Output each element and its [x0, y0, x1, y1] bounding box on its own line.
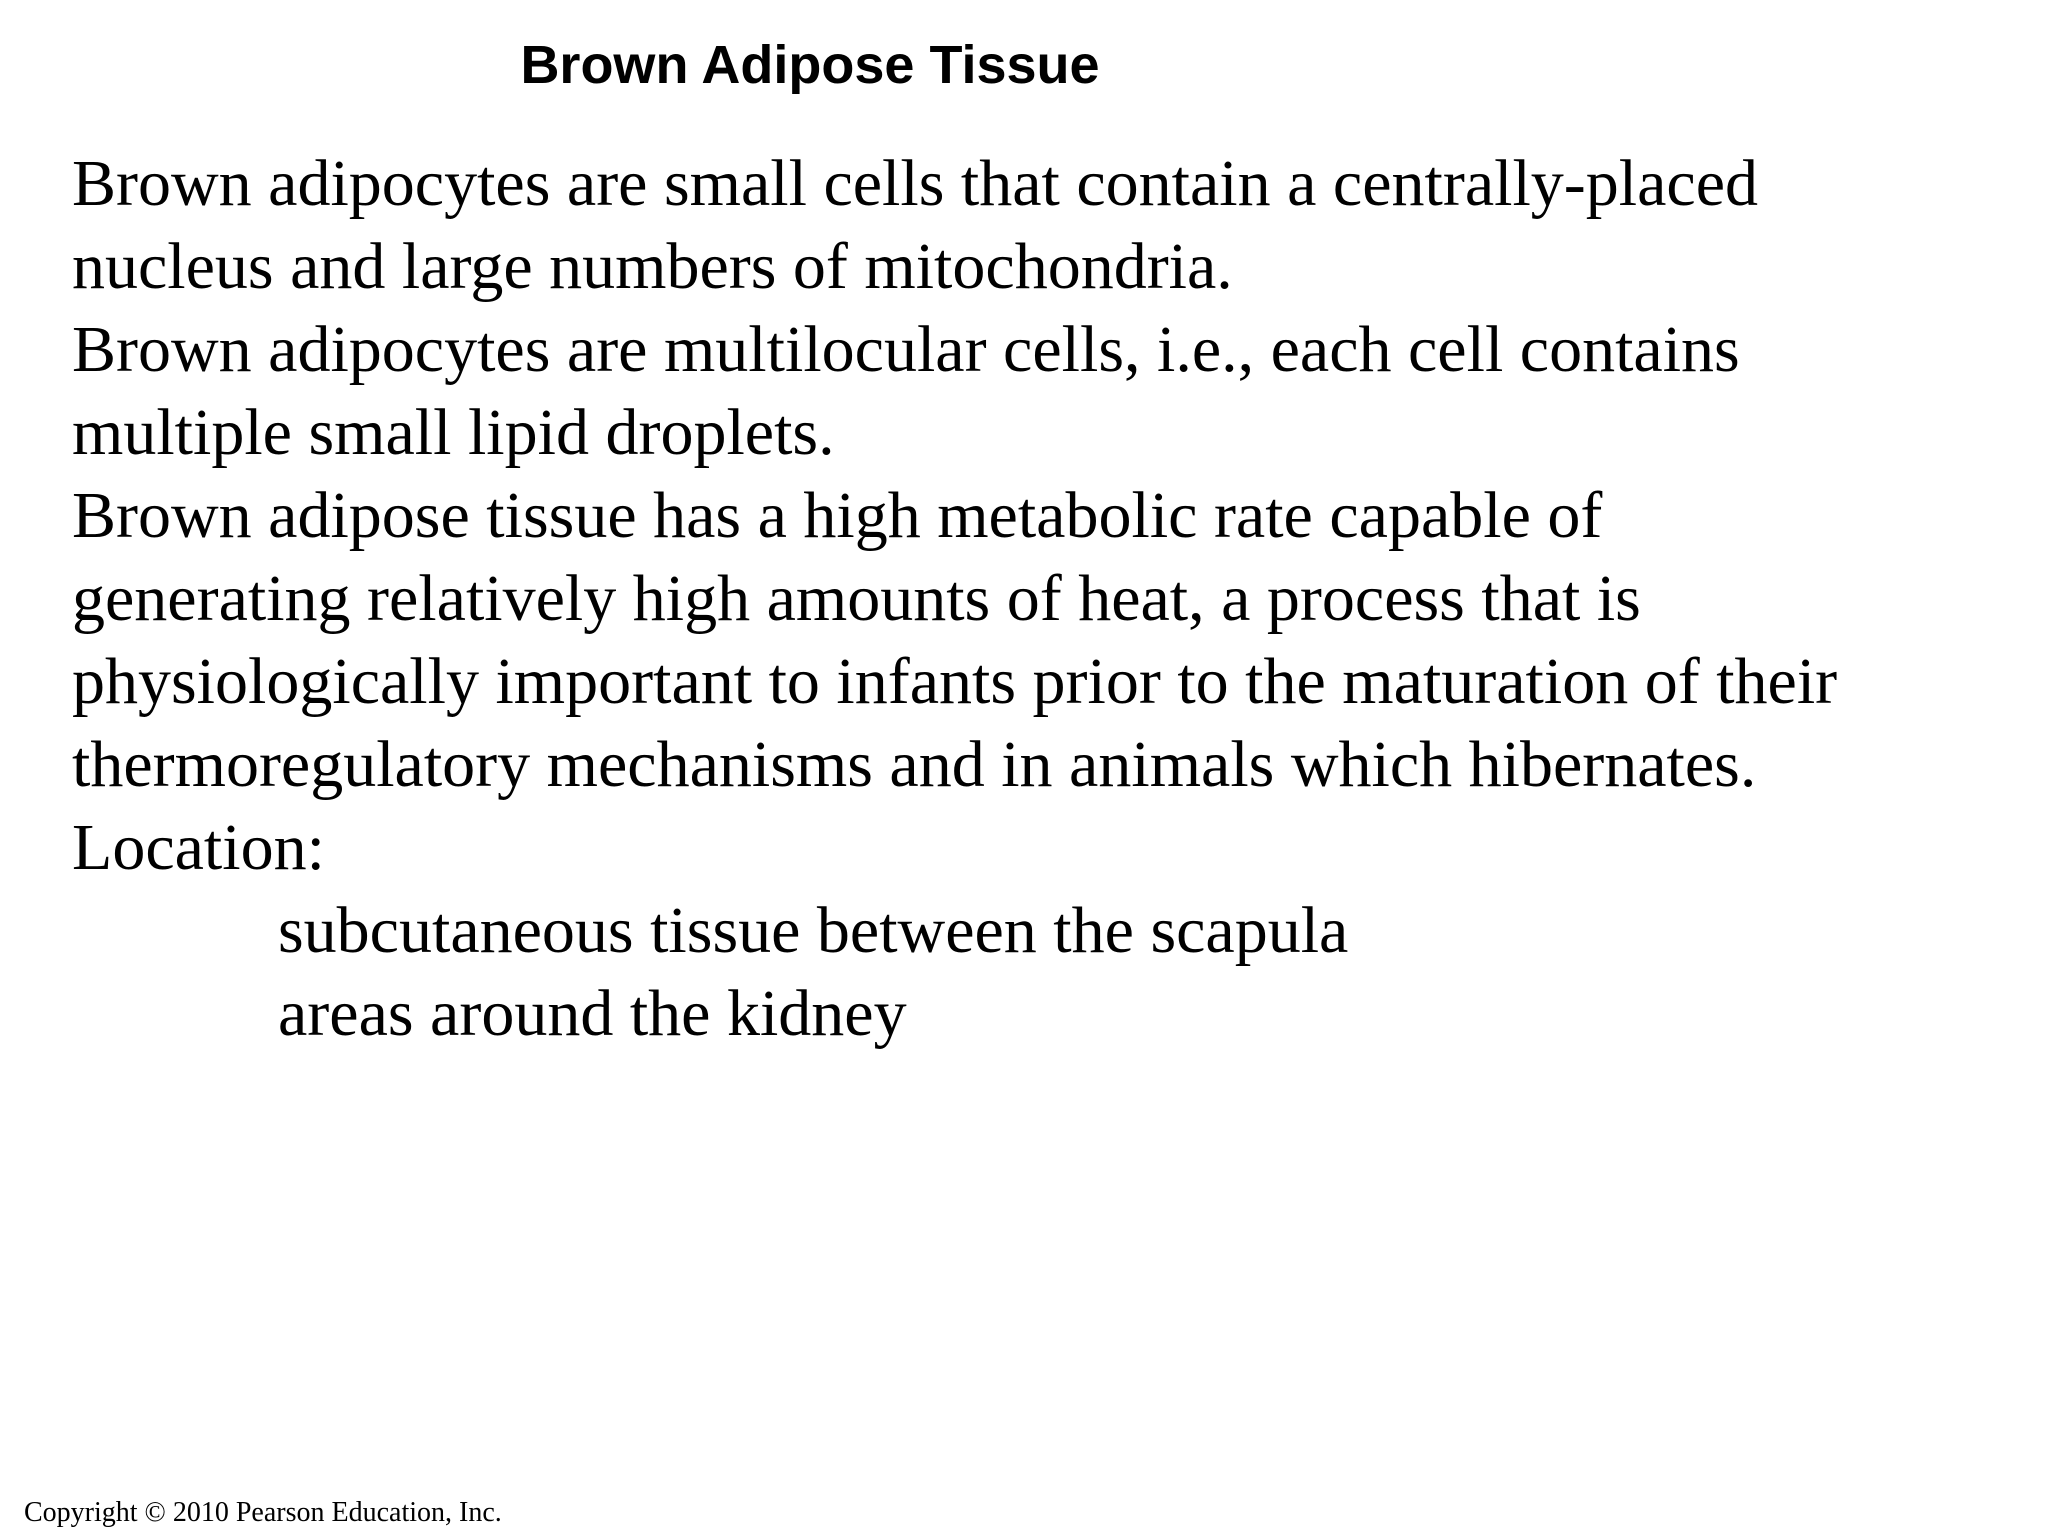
location-heading: Location: — [72, 811, 325, 884]
body-line: physiologically important to infants prior to the maturation of their — [72, 645, 1838, 718]
body-line: generating relatively high amounts of heat, a process that is — [72, 562, 1641, 635]
body-line: multiple small lipid droplets. — [72, 396, 835, 469]
body-line: Brown adipocytes are small cells that contain a centrally-placed — [72, 147, 1758, 220]
body-line: nucleus and large numbers of mitochondria. — [72, 230, 1233, 303]
body-line: Brown adipose tissue has a high metabolic rate capable of — [72, 479, 1603, 552]
slide-title: Brown Adipose Tissue — [520, 35, 1100, 95]
body-line: Brown adipocytes are multilocular cells, i.e., each cell contains — [72, 313, 1740, 386]
location-item: subcutaneous tissue between the scapula — [278, 894, 1349, 967]
slide-body — [72, 142, 2022, 1055]
location-item: areas around the kidney — [278, 977, 907, 1050]
copyright-notice: Copyright © 2010 Pearson Education, Inc. — [24, 1497, 502, 1528]
body-line: thermoregulatory mechanisms and in animals which hibernates. — [72, 728, 1757, 801]
